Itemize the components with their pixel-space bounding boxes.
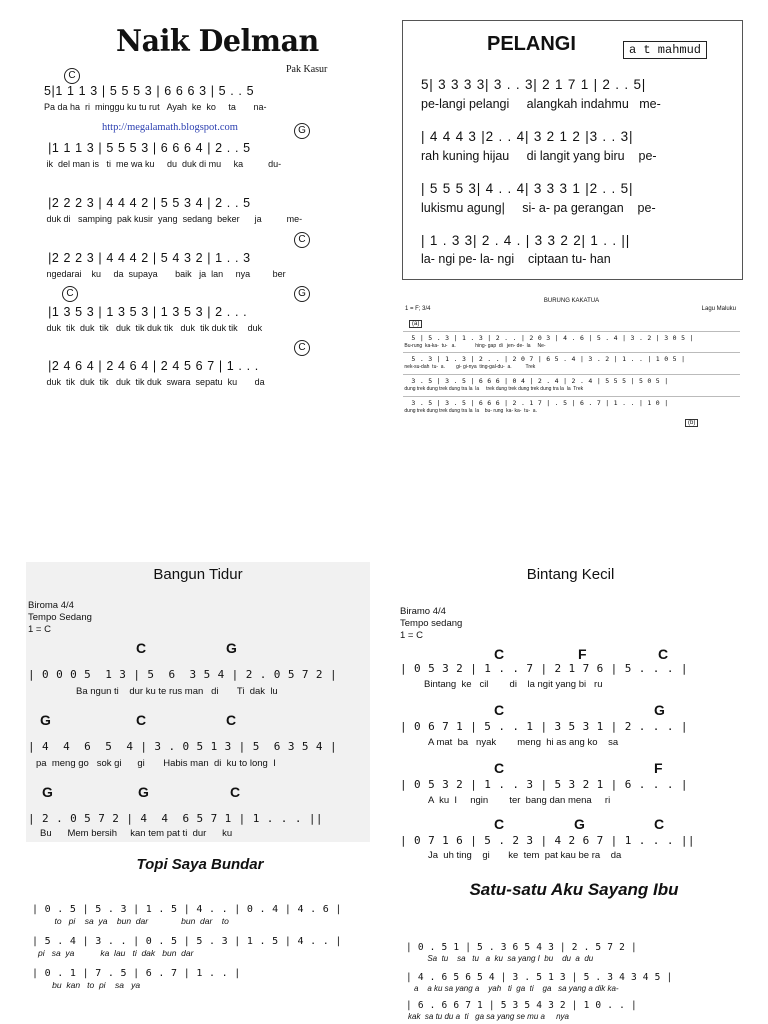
notation-line: |2 2 2 3 | 4 4 4 2 | 5 4 3 2 | 1 . . 3 — [44, 251, 251, 265]
divider — [403, 352, 740, 353]
lyric-line: bu kan to pi sa ya — [38, 980, 141, 990]
chord-label: G — [138, 784, 149, 800]
lyric-line: duk tik duk tik duk tik duk swara sepatu ku da — [44, 377, 265, 387]
lyric-line: ik del man is ti me wa ku du duk di mu ka du- — [44, 159, 282, 169]
notation-line: | 4 4 6 5 4 | 3 . 0 5 1 3 | 5 6 3 5 4 | — [28, 740, 337, 753]
bangun-tidur-sheet — [26, 562, 370, 842]
notation-line: 3 . 5 | 3 . 5 | 6 6 6 | 0 4 | 2 . 4 | 2 . 4 | 5 5 5 | 5 0 5 | — [403, 377, 669, 385]
satu-satu-sheet — [404, 878, 744, 1024]
lyric-line: rah kuning hijau di langit yang biru pe- — [421, 149, 657, 163]
lyric-line: duk tik duk tik duk tik duk tik duk tik duk tik duk — [44, 323, 263, 333]
chord-label: C — [494, 646, 505, 662]
notation-line: 5 . 3 | 1 . 3 | 2 . . | 2 0 7 | 6 5 . 4 | 3 . 2 | 1 . . | 1 0 5 | — [403, 355, 686, 363]
notation-line: | 0 6 7 1 | 5 . . 1 | 3 5 3 1 | 2 . . . | — [400, 720, 688, 733]
meta-line: Biroma 4/4 — [28, 600, 74, 611]
lyric-line: pe-langi pelangi alangkah indahmu me- — [421, 97, 661, 111]
lyric-line: Bu-rung ka-ka- tu- a. hing- gap di jen- de- la Ne- — [403, 343, 546, 349]
notation-line: | 4 4 4 3 |2 . . 4| 3 2 1 2 |3 . . 3| — [421, 129, 634, 144]
chord-mark: C — [294, 340, 310, 356]
meta-line: Tempo sedang — [400, 618, 463, 629]
meta-line: Tempo Sedang — [28, 612, 92, 623]
notation-line: 5| 3 3 3 3| 3 . . 3| 2 1 7 1 | 2 . . 5| — [421, 77, 647, 92]
chord-label: F — [654, 760, 663, 776]
notation-line: 5 | 5 . 3 | 1 . 3 | 2 . . | 2 0 3 | 4 . 6 | 5 . 4 | 3 . 2 | 3 0 5 | — [403, 334, 694, 342]
lyric-line: Ba ngun ti dur ku te rus man di Ti dak lu — [76, 686, 278, 697]
lyric-line: Bu Mem bersih kan tem pat ti dur ku — [40, 828, 233, 839]
chord-label: C — [494, 816, 505, 832]
lyric-line: kak sa tu du a ti ga sa yang se mu a nya — [408, 1012, 569, 1021]
chord-label: G — [574, 816, 585, 832]
sheet-title: Satu-satu Aku Sayang Ibu — [469, 880, 679, 899]
chord-label: C — [136, 640, 147, 656]
chord-label: C — [494, 760, 505, 776]
bintang-kecil-sheet — [398, 562, 743, 862]
notation-line: |2 4 6 4 | 2 4 6 4 | 2 4 5 6 7 | 1 . . . — [44, 359, 259, 373]
chord-label: C — [494, 702, 505, 718]
sheet-title: Bintang Kecil — [526, 566, 615, 583]
lyric-line: dung trek dung trek dung tra la la bu- rung ka- ka- tu- a. — [403, 408, 537, 414]
chord-label: C — [654, 816, 665, 832]
sheet-author: Lagu Maluku — [701, 306, 736, 312]
pelangi-sheet — [402, 20, 743, 280]
notation-line: |1 1 1 3 | 5 5 5 3 | 6 6 6 4 | 2 . . 5 — [44, 141, 251, 155]
lyric-line: Bintang ke cil di la ngit yang bi ru — [424, 679, 603, 690]
notation-line: 5|1 1 1 3 | 5 5 5 3 | 6 6 6 3 | 5 . . 5 — [44, 84, 255, 98]
sheet-author: a t mahmud — [623, 41, 707, 59]
notation-line: | 2 . 0 5 7 2 | 4 4 6 5 7 1 | 1 . . . || — [28, 812, 323, 825]
lyric-line: la- ngi pe- la- ngi ciptaan tu- han — [421, 252, 611, 266]
lyric-line: Sa tu sa tu a ku sa yang I bu du a du — [414, 954, 594, 963]
notation-line: |1 3 5 3 | 1 3 5 3 | 1 3 5 3 | 2 . . . — [44, 305, 248, 319]
notation-line: | 1 . 3 3| 2 . 4 . | 3 3 2 2| 1 . . || — [421, 233, 631, 248]
sheet-meta — [400, 606, 462, 642]
lyric-line: to pi sa ya bun dar bun dar to — [38, 916, 229, 926]
lyric-line: ngedarai ku da supaya baik ja lan nya ber — [44, 269, 286, 279]
lyric-line: A ku I ngin ter bang dan mena ri — [428, 795, 611, 806]
notation-line: | 0 5 3 2 | 1 . . 3 | 5 3 2 1 | 6 . . . | — [400, 778, 688, 791]
chord-mark: C — [62, 286, 78, 302]
chord-label: F — [578, 646, 587, 662]
lyric-line: Pa da ha ri minggu ku tu rut Ayah ke ko ta na- — [44, 102, 267, 112]
divider — [403, 374, 740, 375]
burung-kakatua-sheet — [403, 288, 740, 433]
meta-line: 1 = C — [28, 624, 51, 635]
sheet-meta — [28, 600, 92, 636]
source-url[interactable]: http://megalamath.blogspot.com — [102, 122, 238, 133]
sheet-author: Pak Kasur — [286, 64, 328, 75]
divider — [403, 396, 740, 397]
lyric-line: lukismu agung| si- a- pa gerangan pe- — [421, 201, 656, 215]
lyric-line: Ja uh ting gi ke tem pat kau be ra da — [428, 850, 622, 861]
sheet-title: Topi Saya Bundar — [136, 856, 264, 873]
lyric-line: dung trek dung trek dung tra la la trek dung trek dung trek dung tra la la Trek — [403, 386, 584, 392]
lyric-line: duk di samping pak kusir yang sedang beker ja me- — [44, 214, 303, 224]
label-a: (a) — [409, 320, 422, 328]
chord-mark: G — [294, 286, 310, 302]
topi-saya-bundar-sheet — [30, 852, 370, 1022]
chord-mark: G — [294, 123, 310, 139]
notation-line: | 0 . 1 | 7 . 5 | 6 . 7 | 1 . . | — [32, 968, 241, 979]
notation-line: | 5 5 5 3| 4 . . 4| 3 3 3 1 |2 . . 5| — [421, 181, 634, 196]
chord-label: G — [40, 712, 51, 728]
key-signature: 1 = F; 3/4 — [405, 306, 431, 312]
chord-label: C — [230, 784, 241, 800]
notation-line: | 4 . 6 5 6 5 4 | 3 . 5 1 3 | 5 . 3 4 3 4 5 | — [406, 972, 673, 983]
notation-line: | 0 . 5 1 | 5 . 3 6 5 4 3 | 2 . 5 7 2 | — [406, 942, 637, 953]
divider — [403, 331, 740, 332]
chord-mark: C — [294, 232, 310, 248]
label-b: (b) — [685, 419, 698, 427]
notation-line: | 6 . 6 6 7 1 | 5 3 5 4 3 2 | 1 0 . . | — [406, 1000, 637, 1011]
notation-line: | 0 7 1 6 | 5 . 2 3 | 4 2 6 7 | 1 . . . || — [400, 834, 695, 847]
notation-line: |2 2 2 3 | 4 4 4 2 | 5 5 3 4 | 2 . . 5 — [44, 196, 251, 210]
notation-line: | 5 . 4 | 3 . . | 0 . 5 | 5 . 3 | 1 . 5 | 4 . . | — [32, 936, 342, 947]
sheet-title: BURUNG KAKATUA — [543, 298, 600, 304]
chord-label: G — [654, 702, 665, 718]
meta-line: Biramo 4/4 — [400, 606, 446, 617]
notation-line: | 0 0 0 5 1 3 | 5 6 3 5 4 | 2 . 0 5 7 2 | — [28, 668, 337, 681]
lyric-line: A mat ba nyak meng hi as ang ko sa — [428, 737, 619, 748]
chord-mark: C — [64, 68, 80, 84]
chord-label: G — [42, 784, 53, 800]
naik-delman-sheet — [30, 20, 375, 400]
sheet-title: Bangun Tidur — [153, 566, 243, 583]
chord-label: G — [226, 640, 237, 656]
lyric-line: a a ku sa yang a yah ti ga ti ga sa yang a dik ka- — [414, 984, 619, 993]
chord-label: C — [226, 712, 237, 728]
lyric-line: pa meng go sok gi gi Habis man di ku to long I — [36, 758, 276, 769]
notation-line: | 0 . 5 | 5 . 3 | 1 . 5 | 4 . . | 0 . 4 | 4 . 6 | — [32, 904, 342, 915]
meta-line: 1 = C — [400, 630, 423, 641]
notation-line: | 0 5 3 2 | 1 . . 7 | 2 1 7 6 | 5 . . . | — [400, 662, 688, 675]
lyric-line: pi sa ya ka lau ti dak bun dar — [38, 948, 194, 958]
sheet-title: PELANGI — [487, 33, 576, 55]
sheet-title: Naik Delman — [116, 24, 319, 59]
chord-label: C — [136, 712, 147, 728]
lyric-line: nek-su-dah tu- a. gi- gi-nya ting-gal-du- a. Trek — [403, 364, 536, 370]
notation-line: 3 . 5 | 3 . 5 | 6 6 6 | 2 . 1 7 | . 5 | 6 . 7 | 1 . . | 1 0 | — [403, 399, 669, 407]
chord-label: C — [658, 646, 669, 662]
